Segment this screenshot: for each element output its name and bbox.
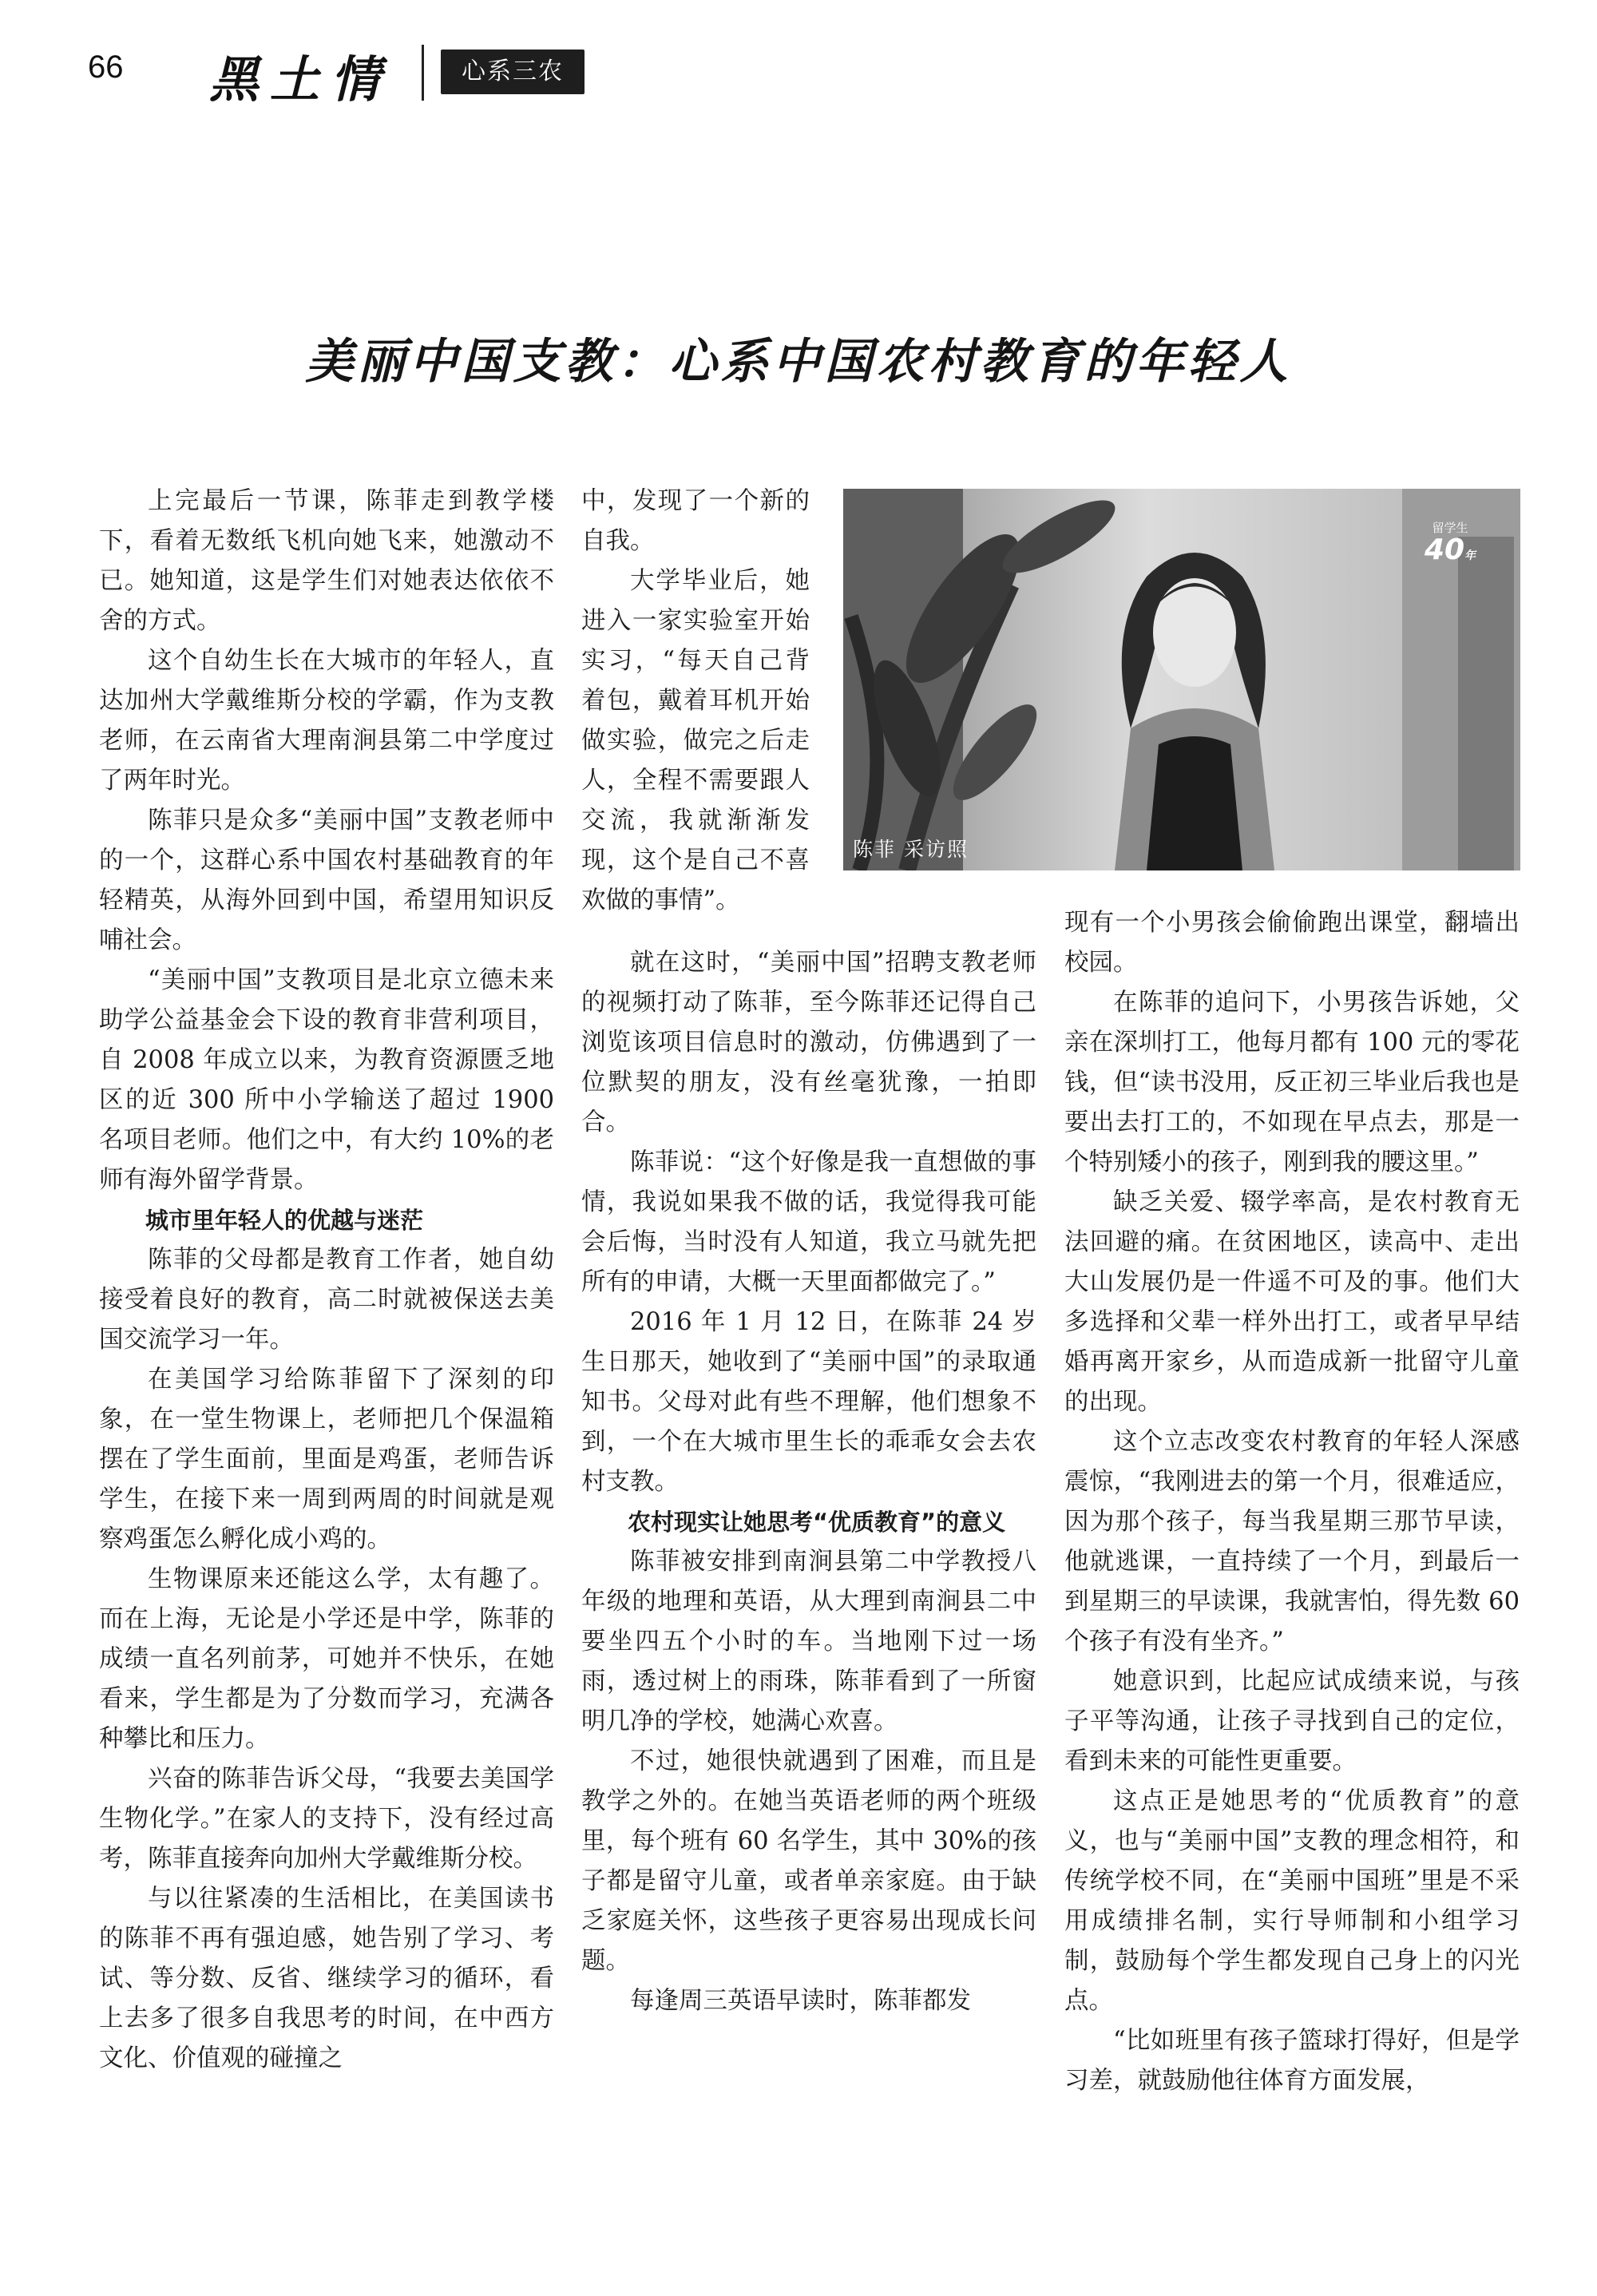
- article-title: 美丽中国支教：心系中国农村教育的年轻人: [305, 334, 1292, 390]
- paragraph: “美丽中国”支教项目是北京立德未来助学公益基金会下设的教育非营利项目，自 2008 年成立以来，为教育资源匮乏地区的近 300 所中小学输送了超过 1900 名项目老师。他们之中，有大约 10%的老师有海外留学背景。: [99, 966, 554, 1194]
- article-column-3: [1064, 903, 1520, 2101]
- paragraph: 2016 年 1 月 12 日，在陈菲 24 岁生日那天，她收到了“美丽中国”的录取通知书。父母对此有些不理解，他们想象不到，一个在大城市里生长的乖乖女会去农村支教。: [581, 1308, 1036, 1496]
- paragraph: 这点正是她思考的“优质教育”的意义，也与“美丽中国”支教的理念相符，和传统学校不同，在“美丽中国班”里是不采用成绩排名制，实行导师制和小组学习制，鼓励每个学生都发现自己身上的闪光点。: [1064, 1787, 1520, 2015]
- badge-suffix: 年: [1464, 549, 1476, 562]
- paragraph: 中，发现了一个新的自我。: [581, 487, 810, 555]
- paragraph: 这个立志改变农村教育的年轻人深感震惊，“我刚进去的第一个月，很难适应，因为那个孩子，每当我星期三那节早读，他就逃课，一直持续了一个月，到最后一到星期三的早读课，我就害怕，得先数 60 个孩子有没有坐齐。”: [1064, 1428, 1520, 1656]
- paragraph: 在美国学习给陈菲留下了深刻的印象，在一堂生物课上，老师把几个保温箱摆在了学生面前，里面是鸡蛋，老师告诉学生，在接下来一周到两周的时间就是观察鸡蛋怎么孵化成小鸡的。: [99, 1366, 554, 1553]
- paragraph: “比如班里有孩子篮球打得好，但是学习差，就鼓励他往体育方面发展，: [1064, 2027, 1520, 2095]
- paragraph: 这个自幼生长在大城市的年轻人，直达加州大学戴维斯分校的学霸，作为支教老师，在云南省大理南涧县第二中学度过了两年时光。: [99, 647, 554, 795]
- paragraph: 陈菲说：“这个好像是我一直想做的事情，我说如果我不做的话，我觉得我可能会后悔，当时没有人知道，我立马就先把所有的申请，大概一天里面都做完了。”: [581, 1148, 1036, 1296]
- article-column-2: [581, 943, 1036, 2021]
- portrait-photo: [843, 489, 1520, 870]
- article-column-1: [99, 482, 554, 2079]
- paragraph: 陈菲被安排到南涧县第二中学教授八年级的地理和英语，从大理到南涧县二中要坐四五个小时的车。当地刚下过一场雨，透过树上的雨珠，陈菲看到了一所窗明几净的学校，她满心欢喜。: [581, 1548, 1036, 1735]
- page-number: 66: [88, 50, 124, 85]
- article-column-2-top: [581, 482, 810, 921]
- paragraph: 生物课原来还能这么学，太有趣了。而在上海，无论是小学还是中学，陈菲的成绩一直名列前茅，可她并不快乐，在她看来，学生都是为了分数而学习，充满各种攀比和压力。: [99, 1565, 554, 1753]
- subheading: 城市里年轻人的优越与迷茫: [145, 1207, 424, 1234]
- paragraph: 陈菲只是众多“美丽中国”支教老师中的一个，这群心系中国农村基础教育的年轻精英，从海外回到中国，希望用知识反哺社会。: [99, 807, 554, 954]
- paragraph: 与以往紧凑的生活相比，在美国读书的陈菲不再有强迫感，她告别了学习、考试、等分数、反省、继续学习的循环，看上去多了很多自我思考的时间，在中西方文化、价值观的碰撞之: [99, 1885, 554, 2072]
- anniversary-badge: [1418, 521, 1482, 569]
- paragraph: 大学毕业后，她进入一家实验室开始实习，“每天自己背着包，戴着耳机开始做实验，做完之后走人，全程不需要跟人交流，我就渐渐发现，这个是自己不喜欢做的事情”。: [581, 567, 810, 914]
- header-divider: [422, 45, 424, 101]
- paragraph: 不过，她很快就遇到了困难，而且是教学之外的。在她当英语老师的两个班级里，每个班有 60 名学生，其中 30%的孩子都是留守儿童，或者单亲家庭。由于缺乏家庭关怀，这些孩子更容易出现成长问题。: [581, 1747, 1036, 1975]
- badge-number: 40: [1424, 533, 1465, 566]
- subheading: 农村现实让她思考“优质教育”的意义: [628, 1509, 1006, 1536]
- paragraph: 陈菲的父母都是教育工作者，她自幼接受着良好的教育，高二时就被保送去美国交流学习一年。: [99, 1246, 554, 1354]
- paragraph: 在陈菲的追问下，小男孩告诉她，父亲在深圳打工，他每月都有 100 元的零花钱，但“读书没用，反正初三毕业后我也是要出去打工的，不如现在早点去，那是一个特别矮小的孩子，刚到我的腰这里。”: [1064, 989, 1520, 1176]
- section-tag: 心系三农: [441, 50, 585, 94]
- paragraph: 现有一个小男孩会偷偷跑出课堂，翻墙出校园。: [1064, 909, 1520, 977]
- paragraph: 她意识到，比起应试成绩来说，与孩子平等沟通，让孩子寻找到自己的定位，看到未来的可能性更重要。: [1064, 1667, 1520, 1775]
- paragraph: 每逢周三英语早读时，陈菲都发: [630, 1987, 971, 2015]
- magazine-title: 黑土情: [209, 50, 392, 109]
- photo-caption: 陈菲 采访照: [853, 838, 969, 861]
- paragraph: 上完最后一节课，陈菲走到教学楼下，看着无数纸飞机向她飞来，她激动不已。她知道，这是学生们对她表达依依不舍的方式。: [99, 487, 554, 635]
- paragraph: 就在这时，“美丽中国”招聘支教老师的视频打动了陈菲，至今陈菲还记得自己浏览该项目信息时的激动，仿佛遇到了一位默契的朋友，没有丝毫犹豫，一拍即合。: [581, 949, 1036, 1136]
- paragraph: 缺乏关爱、辍学率高，是农村教育无法回避的痛。在贫困地区，读高中、走出大山发展仍是一件遥不可及的事。他们大多选择和父辈一样外出打工，或者早早结婚再离开家乡，从而造成新一批留守儿童的出现。: [1064, 1188, 1520, 1416]
- paragraph: 兴奋的陈菲告诉父母，“我要去美国学生物化学。”在家人的支持下，没有经过高考，陈菲直接奔向加州大学戴维斯分校。: [99, 1765, 554, 1873]
- badge-label: 留学生: [1432, 521, 1468, 535]
